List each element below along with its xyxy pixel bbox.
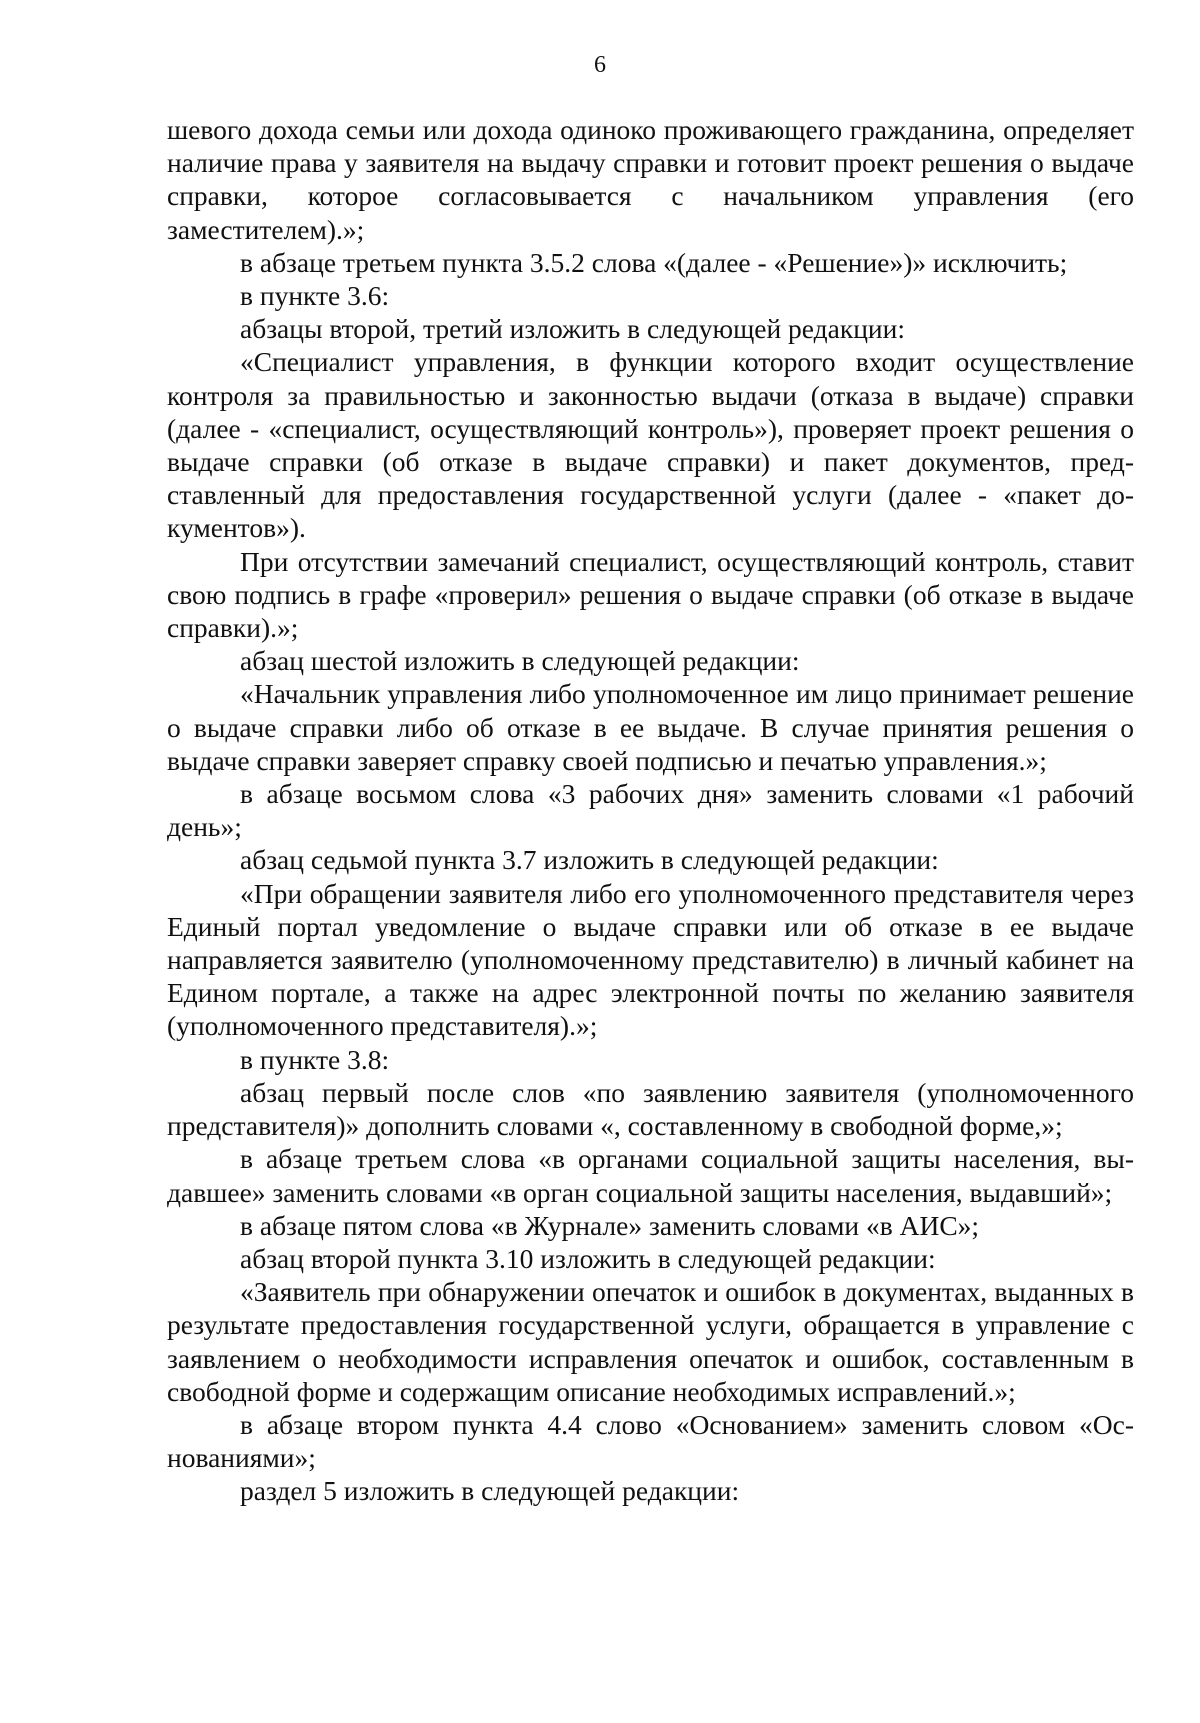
paragraph: в абзаце втором пункта 4.4 слово «Основанием» заменить словом «Основаниями»; <box>167 1408 1134 1474</box>
paragraph: раздел 5 изложить в следующей редакции: <box>240 1475 740 1507</box>
paragraph: шевого дохода семьи или дохода одиноко проживающего гражданина, определяет наличие права у заявителя на выдачу справки и готовит проект решения о выдаче справки, которое согласовывается с начальником управления (его заместителем).»; <box>167 114 1134 245</box>
paragraph: в абзаце третьем слова «в органами социальной защиты населения, выдавшее» заменить словами «в орган социальной защиты населения, выдавший»; <box>167 1143 1134 1208</box>
paragraph: в абзаце восьмом слова «3 рабочих дня» заменить словами «1 рабочий день»; <box>167 778 1134 843</box>
paragraph: в пункте 3.8: <box>240 1043 390 1075</box>
paragraph: в абзаце пятом слова «в Журнале» заменить словами «в АИС»; <box>240 1209 980 1241</box>
page-number: 6 <box>594 52 606 78</box>
paragraph: абзац седьмой пункта 3.7 изложить в следующей редакции: <box>240 844 939 876</box>
paragraph: абзац второй пункта 3.10 изложить в следующей редакции: <box>240 1242 936 1274</box>
paragraph: «Специалист управления, в функции которого входит осуществление контроля за правильностью и законностью выдачи (отказа в выдаче) справки (далее - «специалист, осуществляющий контроль»), проверяет проект решения о выдаче справки (об отказе в выдаче справки) и пакет документов, представленный для предоставления государственной услуги (далее - «пакет документов»). <box>167 346 1134 544</box>
paragraph: «Заявитель при обнаружении опечаток и ошибок в документах, выданных в результате предоставления государственной услуги, обращается в управление с заявлением о необходимости исправления опечаток и ошибок, составленным в свободной форме и содержащим описание необходимых исправлений.»; <box>167 1276 1134 1407</box>
paragraph: в пункте 3.6: <box>240 280 390 312</box>
document-body <box>167 113 1134 1508</box>
paragraph: «При обращении заявителя либо его уполномоченного представителя через Единый портал уведомление о выдаче справки или об отказе в ее выдаче направляется заявителю (уполномоченному представителю) в личный кабинет на Едином портале, а также на адрес электронной почты по желанию заявителя (уполномоченного представителя).»; <box>167 877 1134 1042</box>
paragraph: абзацы второй, третий изложить в следующей редакции: <box>240 313 905 345</box>
paragraph: абзац первый после слов «по заявлению заявителя (уполномоченного представителя)» дополнить словами «, составленному в свободной форме,»; <box>167 1076 1134 1142</box>
paragraph: При отсутствии замечаний специалист, осуществляющий контроль, ставит свою подпись в графе «проверил» решения о выдаче справки (об отказе в выдаче справки).»; <box>167 545 1134 644</box>
paragraph: «Начальник управления либо уполномоченное им лицо принимает решение о выдаче справки либо об отказе в ее выдаче. В случае принятия решения о выдаче справки заверяет справку своей подписью и печатью управления.»; <box>167 678 1134 776</box>
paragraph: абзац шестой изложить в следующей редакции: <box>240 645 800 677</box>
paragraph: в абзаце третьем пункта 3.5.2 слова «(далее - «Решение»)» исключить; <box>240 246 1068 278</box>
